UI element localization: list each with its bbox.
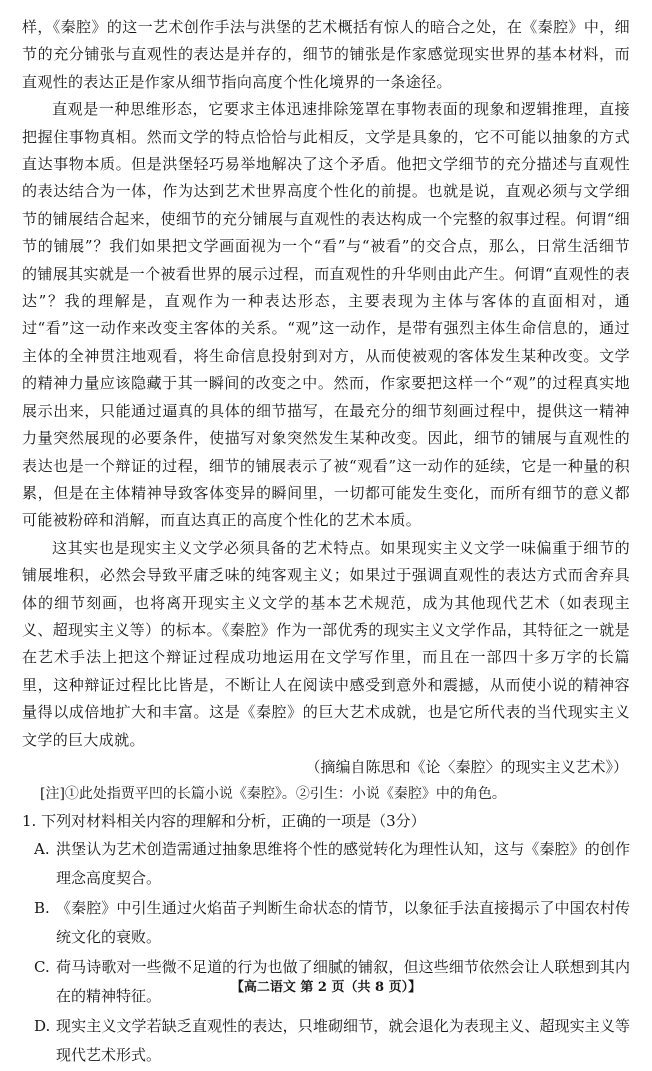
option-label: C.	[34, 957, 50, 976]
option-label: D.	[34, 1016, 51, 1035]
option-label: B.	[34, 898, 50, 917]
option-text: 现实主义文学若缺乏直观性的表达，只堆砌细节，就会退化为表现主义、超现实主义等现代艺术形式。	[56, 1016, 630, 1065]
option-a[interactable]	[22, 835, 630, 894]
source-citation: （摘编自陈思和《论〈秦腔〉的现实主义艺术》）	[305, 757, 628, 776]
paragraph-1: 样，《秦腔》的这一艺术创作手法与洪堡的艺术概括有惊人的暗合之处，在《秦腔》中，细节的充分铺张与直观性的表达是并存的，细节的铺张是作家感觉现实世界的基本材料，而直观性的表达正是作家从细节指向高度个性化境界的一条途径。	[22, 18, 630, 91]
option-text: 《秦腔》中引生通过火焰苗子判断生命状态的情节，以象征手法直接揭示了中国农村传统文化的衰败。	[56, 898, 630, 947]
option-text: 荷马诗歌对一些微不足道的行为也做了细腻的铺叙，但这些细节依然会让人联想到其内在的精神特征。	[56, 957, 630, 1006]
paragraph-3: 这其实也是现实主义文学必须具备的艺术特点。如果现实主义文学一味偏重于细节的铺展堆积，必然会导致平庸乏味的纯客观主义；如果过于强调直观性的表达方式而舍弃具体的细节刻画，也将离开现实主义文学的基本艺术规范，成为其他现代艺术（如表现主义、超现实主义等）的标本。《秦腔》作为一部优秀的现实主义文学作品，其特征之一就是在艺术手法上把这个辩证过程成功地运用在文学写作里，而且在一部四十多万字的长篇里，这种辩证过程比比皆是，不断让人在阅读中感受到意外和震撼，从而使小说的精神容量得以成倍地扩大和丰富。这是《秦腔》的巨大艺术成就，也是它所代表的当代现实主义文学的巨大成就。	[22, 538, 630, 749]
question-stem: 1. 下列对材料相关内容的理解和分析，正确的一项是（3分）	[22, 811, 426, 830]
paragraph-2: 直观是一种思维形态，它要求主体迅速排除笼罩在事物表面的现象和逻辑推理，直接把握住事物真相。然而文学的特点恰恰与此相反，文学是具象的，它不可能以抽象的方式直达事物本质。但是洪堡轻巧易举地解决了这个矛盾。他把文学细节的充分描述与直观性的表达结合为一体，作为达到艺术世界高度个性化的前提。也就是说，直观必须与文学细节的铺展结合起来，使细节的充分铺展与直观性的表达构成一个完整的叙事过程。何谓“细节的铺展”？我们如果把文学画面视为一个“看”与“被看”的交合点，那么，日常生活细节的铺展其实就是一个被看世界的展示过程，而直观性的升华则由此产生。何谓“直观性的表达”？我的理解是，直观作为一种表达形态，主要表现为主体与客体的直面相对，通过“看”这一动作来改变主客体的关系。“观”这一动作，是带有强烈主体生命信息的，通过主体的全神贯注地观看，将生命信息投射到对方，从而使被观的客体发生某种改变。文学的精神力量应该隐藏于其一瞬间的改变之中。然而，作家要把这样一个“观”的过程真实地展示出来，只能通过逼真的具体的细节描写，在最充分的细节刻画过程中，提供这一精神力量突然展现的必要条件，使描写对象突然发生某种改变。因此，细节的铺展与直观性的表达也是一个辩证的过程，细节的铺展表示了被“观看”这一动作的延续，它是一种量的积累，但是在主体精神导致客体变异的瞬间里，一切都可能发生变化，而所有细节的意义都可能被粉碎和消解，而直达真正的高度个性化的艺术本质。	[22, 100, 630, 530]
article-body	[22, 14, 630, 754]
option-text: 洪堡认为艺术创造需通过抽象思维将个性的感觉转化为理性认知，这与《秦腔》的创作理念高度契合。	[56, 839, 630, 888]
option-b[interactable]	[22, 894, 630, 953]
option-label: A.	[34, 839, 50, 858]
footnote: [注]①此处指贾平凹的长篇小说《秦腔》。②引生：小说《秦腔》中的角色。	[40, 785, 506, 802]
page-footer: 【高二语文 第 2 页（共 8 页）】	[230, 980, 422, 995]
option-d[interactable]	[22, 1012, 630, 1071]
answer-options	[22, 835, 630, 1071]
